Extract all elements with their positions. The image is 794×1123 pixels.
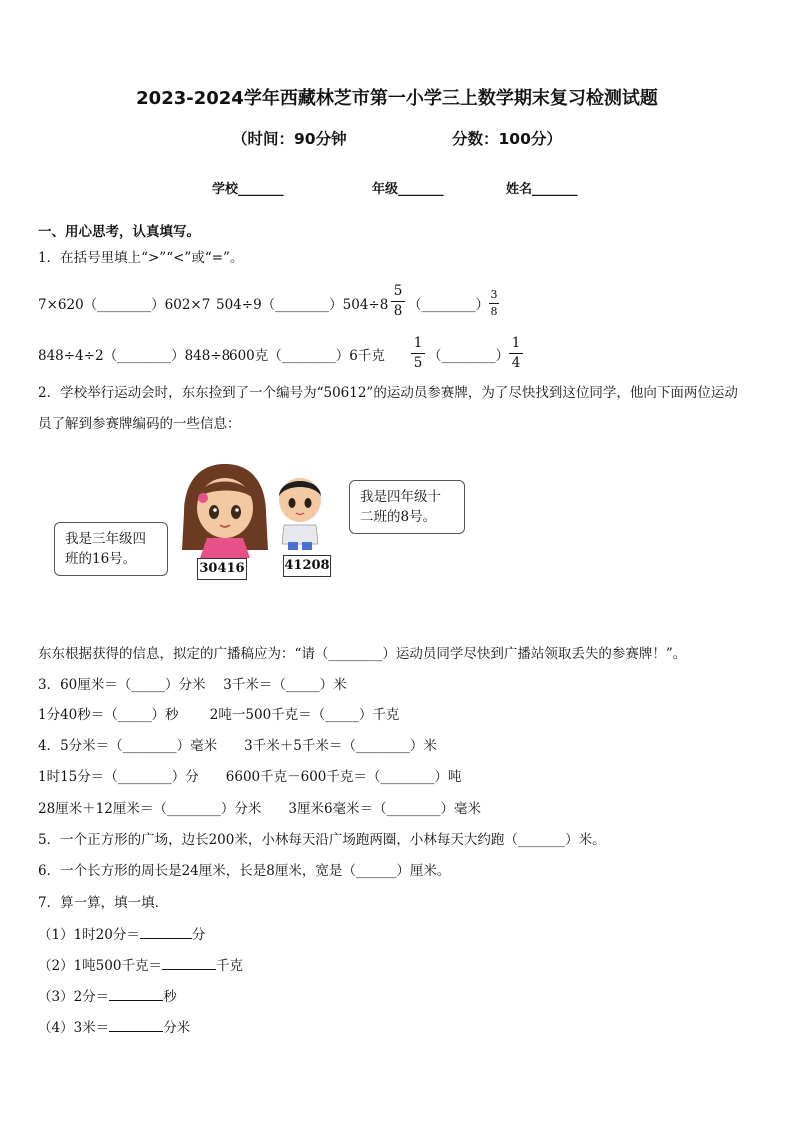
fraction-bar bbox=[411, 353, 425, 354]
girl-number-tag: 30416 bbox=[197, 558, 247, 580]
q1-item-3: （________） bbox=[408, 297, 489, 313]
q1-fraction-1-5 bbox=[411, 336, 425, 371]
section-heading: 一、用心思考，认真填写。 bbox=[38, 224, 200, 240]
q7-item-unit: 分 bbox=[191, 927, 206, 943]
numerator: 5 bbox=[393, 283, 403, 299]
grade-field[interactable]: 年级_______ bbox=[372, 182, 444, 197]
q7-item-unit: 秒 bbox=[163, 989, 177, 1005]
denominator: 8 bbox=[393, 303, 403, 319]
q7-item-prefix: （2）1吨500千克＝ bbox=[38, 958, 162, 974]
q7-item bbox=[38, 1019, 190, 1036]
fraction-bar bbox=[509, 353, 523, 354]
denominator: 5 bbox=[413, 355, 423, 371]
q3-line1: 3．60厘米＝（_____）分米 3千米＝（_____）米 bbox=[38, 677, 347, 693]
q1-fraction-5-8 bbox=[391, 284, 405, 319]
answer-blank[interactable] bbox=[109, 1019, 163, 1032]
answer-blank[interactable] bbox=[162, 957, 216, 970]
q4-line3: 28厘米＋12厘米＝（________）分米 3厘米6毫米＝（________）毫米 bbox=[38, 801, 482, 817]
q4-line1: 4．5分米＝（________）毫米 3千米＋5千米＝（________）米 bbox=[38, 738, 437, 754]
q1-item-4: 848÷4÷2（________）848÷8 bbox=[38, 348, 231, 364]
q7-item bbox=[38, 957, 243, 974]
q5-text: 5．一个正方形的广场，边长200米，小林每天沿广场跑两圈，小林每天大约跑（_______）米。 bbox=[38, 832, 606, 848]
answer-blank[interactable] bbox=[109, 988, 163, 1001]
q2-conclusion: 东东根据获得的信息，拟定的广播稿应为：“请（________）运动员同学尽快到广播站领取丢失的参赛牌！”。 bbox=[38, 646, 687, 662]
boy-illustration bbox=[270, 470, 330, 552]
q7-item-prefix: （1）1时20分＝ bbox=[38, 927, 140, 943]
page-title: 2023-2024学年西藏林芝市第一小学三上数学期末复习检测试题 bbox=[136, 88, 658, 109]
answer-blank[interactable] bbox=[140, 926, 192, 939]
school-field[interactable]: 学校_______ bbox=[212, 182, 284, 197]
q7-item-unit: 千克 bbox=[215, 958, 243, 974]
q7-item-prefix: （4）3米＝ bbox=[38, 1020, 110, 1036]
q7-item bbox=[38, 926, 205, 943]
q3-line2: 1分40秒＝（_____）秒 2吨一500千克＝（_____）千克 bbox=[38, 707, 400, 723]
time-label: （时间：90分钟 bbox=[232, 130, 347, 148]
q6-text: 6．一个长方形的周长是24厘米，长是8厘米，宽是（______）厘米。 bbox=[38, 863, 451, 879]
q7-item-prefix: （3）2分＝ bbox=[38, 989, 110, 1005]
q1-fraction-1-4 bbox=[509, 336, 523, 371]
q1-fraction-3-8 bbox=[489, 289, 499, 318]
denominator: 8 bbox=[490, 305, 498, 318]
q1-item-1: 7×620（________）602×7 bbox=[38, 297, 211, 313]
denominator: 4 bbox=[511, 355, 521, 371]
q2-stem-line1: 2．学校举行运动会时，东东捡到了一个编号为“50612”的运动员参赛牌，为了尽快找到这位同学，他向下面两位运动 bbox=[38, 385, 738, 401]
boy-speech-bubble: 我是四年级十二班的8号。 bbox=[349, 480, 465, 534]
q1-item-2: 504÷9（________）504÷8 bbox=[216, 297, 389, 313]
girl-speech-bubble: 我是三年级四班的16号。 bbox=[54, 522, 168, 576]
boy-number-tag: 41208 bbox=[283, 555, 331, 577]
fraction-bar bbox=[391, 301, 405, 302]
q7-item-unit: 分米 bbox=[163, 1020, 191, 1036]
name-field[interactable]: 姓名_______ bbox=[506, 182, 578, 197]
q2-stem-line2: 员了解到参赛牌编码的一些信息： bbox=[38, 416, 241, 432]
numerator: 1 bbox=[413, 335, 423, 351]
q1-stem: 1．在括号里填上“>”“<”或“=”。 bbox=[38, 250, 244, 266]
q4-line2: 1时15分＝（________）分 6600千克－600千克＝（________）吨 bbox=[38, 769, 462, 785]
q1-item-5: 600克（________）6千克 bbox=[229, 348, 385, 364]
score-label: 分数：100分） bbox=[452, 130, 562, 148]
girl-illustration bbox=[170, 458, 280, 558]
q7-stem: 7．算一算，填一填． bbox=[38, 895, 169, 911]
numerator: 3 bbox=[490, 288, 498, 301]
q1-item-6: （________） bbox=[428, 348, 509, 364]
q7-item bbox=[38, 988, 177, 1005]
fraction-bar bbox=[489, 303, 499, 304]
numerator: 1 bbox=[511, 335, 521, 351]
